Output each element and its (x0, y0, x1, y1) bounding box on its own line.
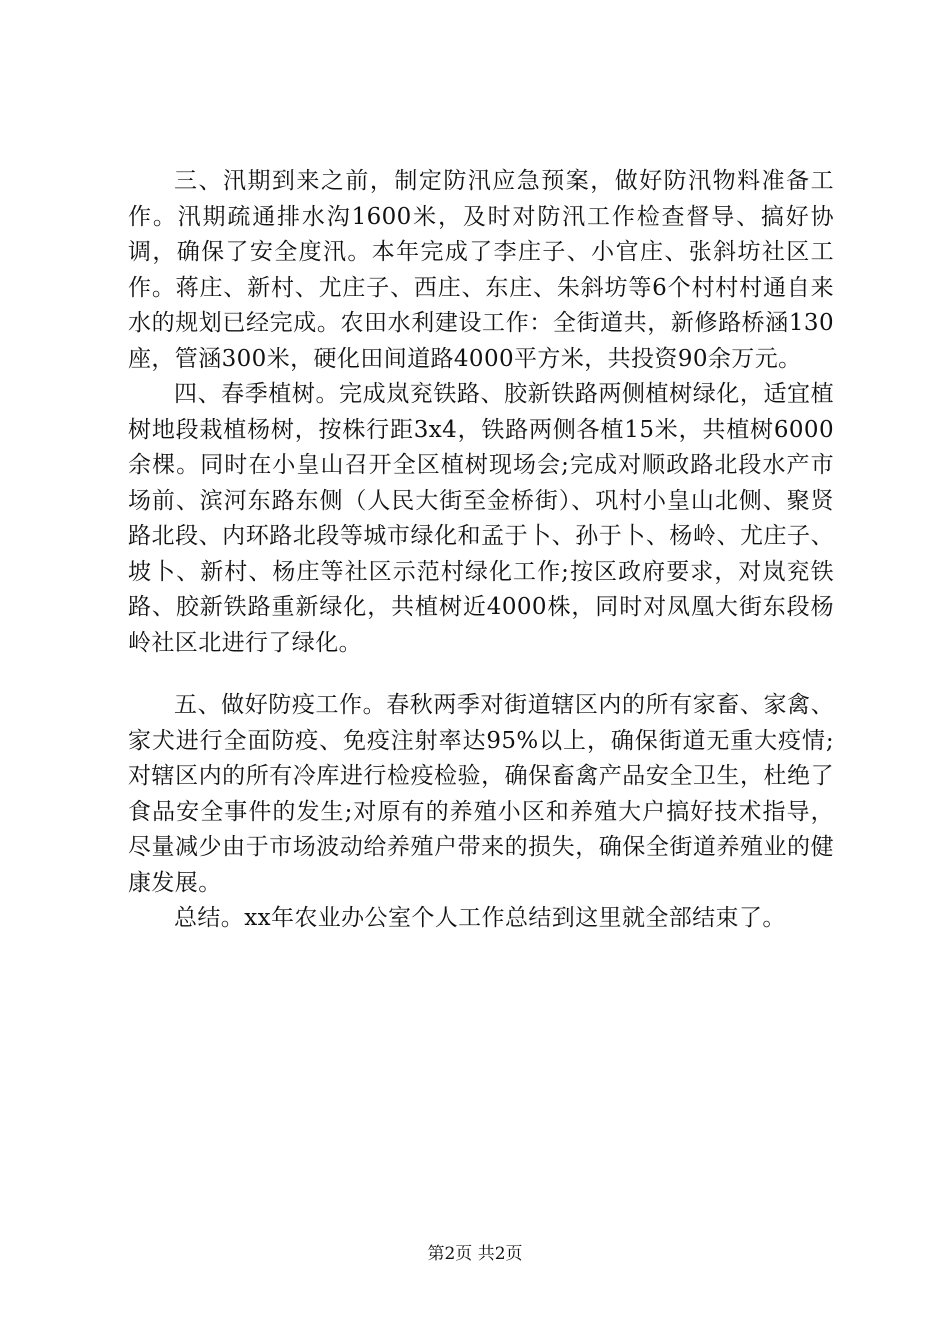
paragraph-spring-planting: 四、春季植树。完成岚兖铁路、胶新铁路两侧植树绿化，适宜植树地段栽植杨树，按株行距3x4，铁路两侧各植15米，共植树6000余棵。同时在小皇山召开全区植树现场会;完成对顺政路北段水产市场前、滨河东路东侧（人民大街至金桥街）、巩村小皇山北侧、聚贤路北段、内环路北段等城市绿化和孟于卜、孙于卜、杨岭、尤庄子、坡卜、新村、杨庄等社区示范村绿化工作;按区政府要求，对岚兖铁路、胶新铁路重新绿化，共植树近4000株，同时对凤凰大街东段杨岭社区北进行了绿化。 (128, 381, 834, 656)
page-number-footer: 第2页 共2页 (427, 1244, 523, 1264)
paragraph-epidemic-prevention: 五、做好防疫工作。春秋两季对街道辖区内的所有家畜、家禽、家犬进行全面防疫、免疫注射率达95%以上，确保街道无重大疫情;对辖区内的所有冷库进行检疫检验，确保畜禽产品安全卫生，杜绝了食品安全事件的发生;对原有的养殖小区和养殖大户搞好技术指导，尽量减少由于市场波动给养殖户带来的损失，确保全街道养殖业的健康发展。 (128, 692, 834, 896)
paragraph-flood-control: 三、汛期到来之前，制定防汛应急预案，做好防汛物料准备工作。汛期疏通排水沟1600米，及时对防汛工作检查督导、搞好协调，确保了安全度汛。本年完成了李庄子、小官庄、张斜坊社区工作。蒋庄、新村、尤庄子、西庄、东庄、朱斜坊等6个村村村通自来水的规划已经完成。农田水利建设工作：全街道共，新修路桥涵130座，管涵300米，硬化田间道路4000平方米，共投资90余万元。 (128, 168, 834, 372)
document-body (128, 164, 834, 937)
paragraph-summary: 总结。xx年农业办公室个人工作总结到这里就全部结束了。 (174, 905, 786, 931)
